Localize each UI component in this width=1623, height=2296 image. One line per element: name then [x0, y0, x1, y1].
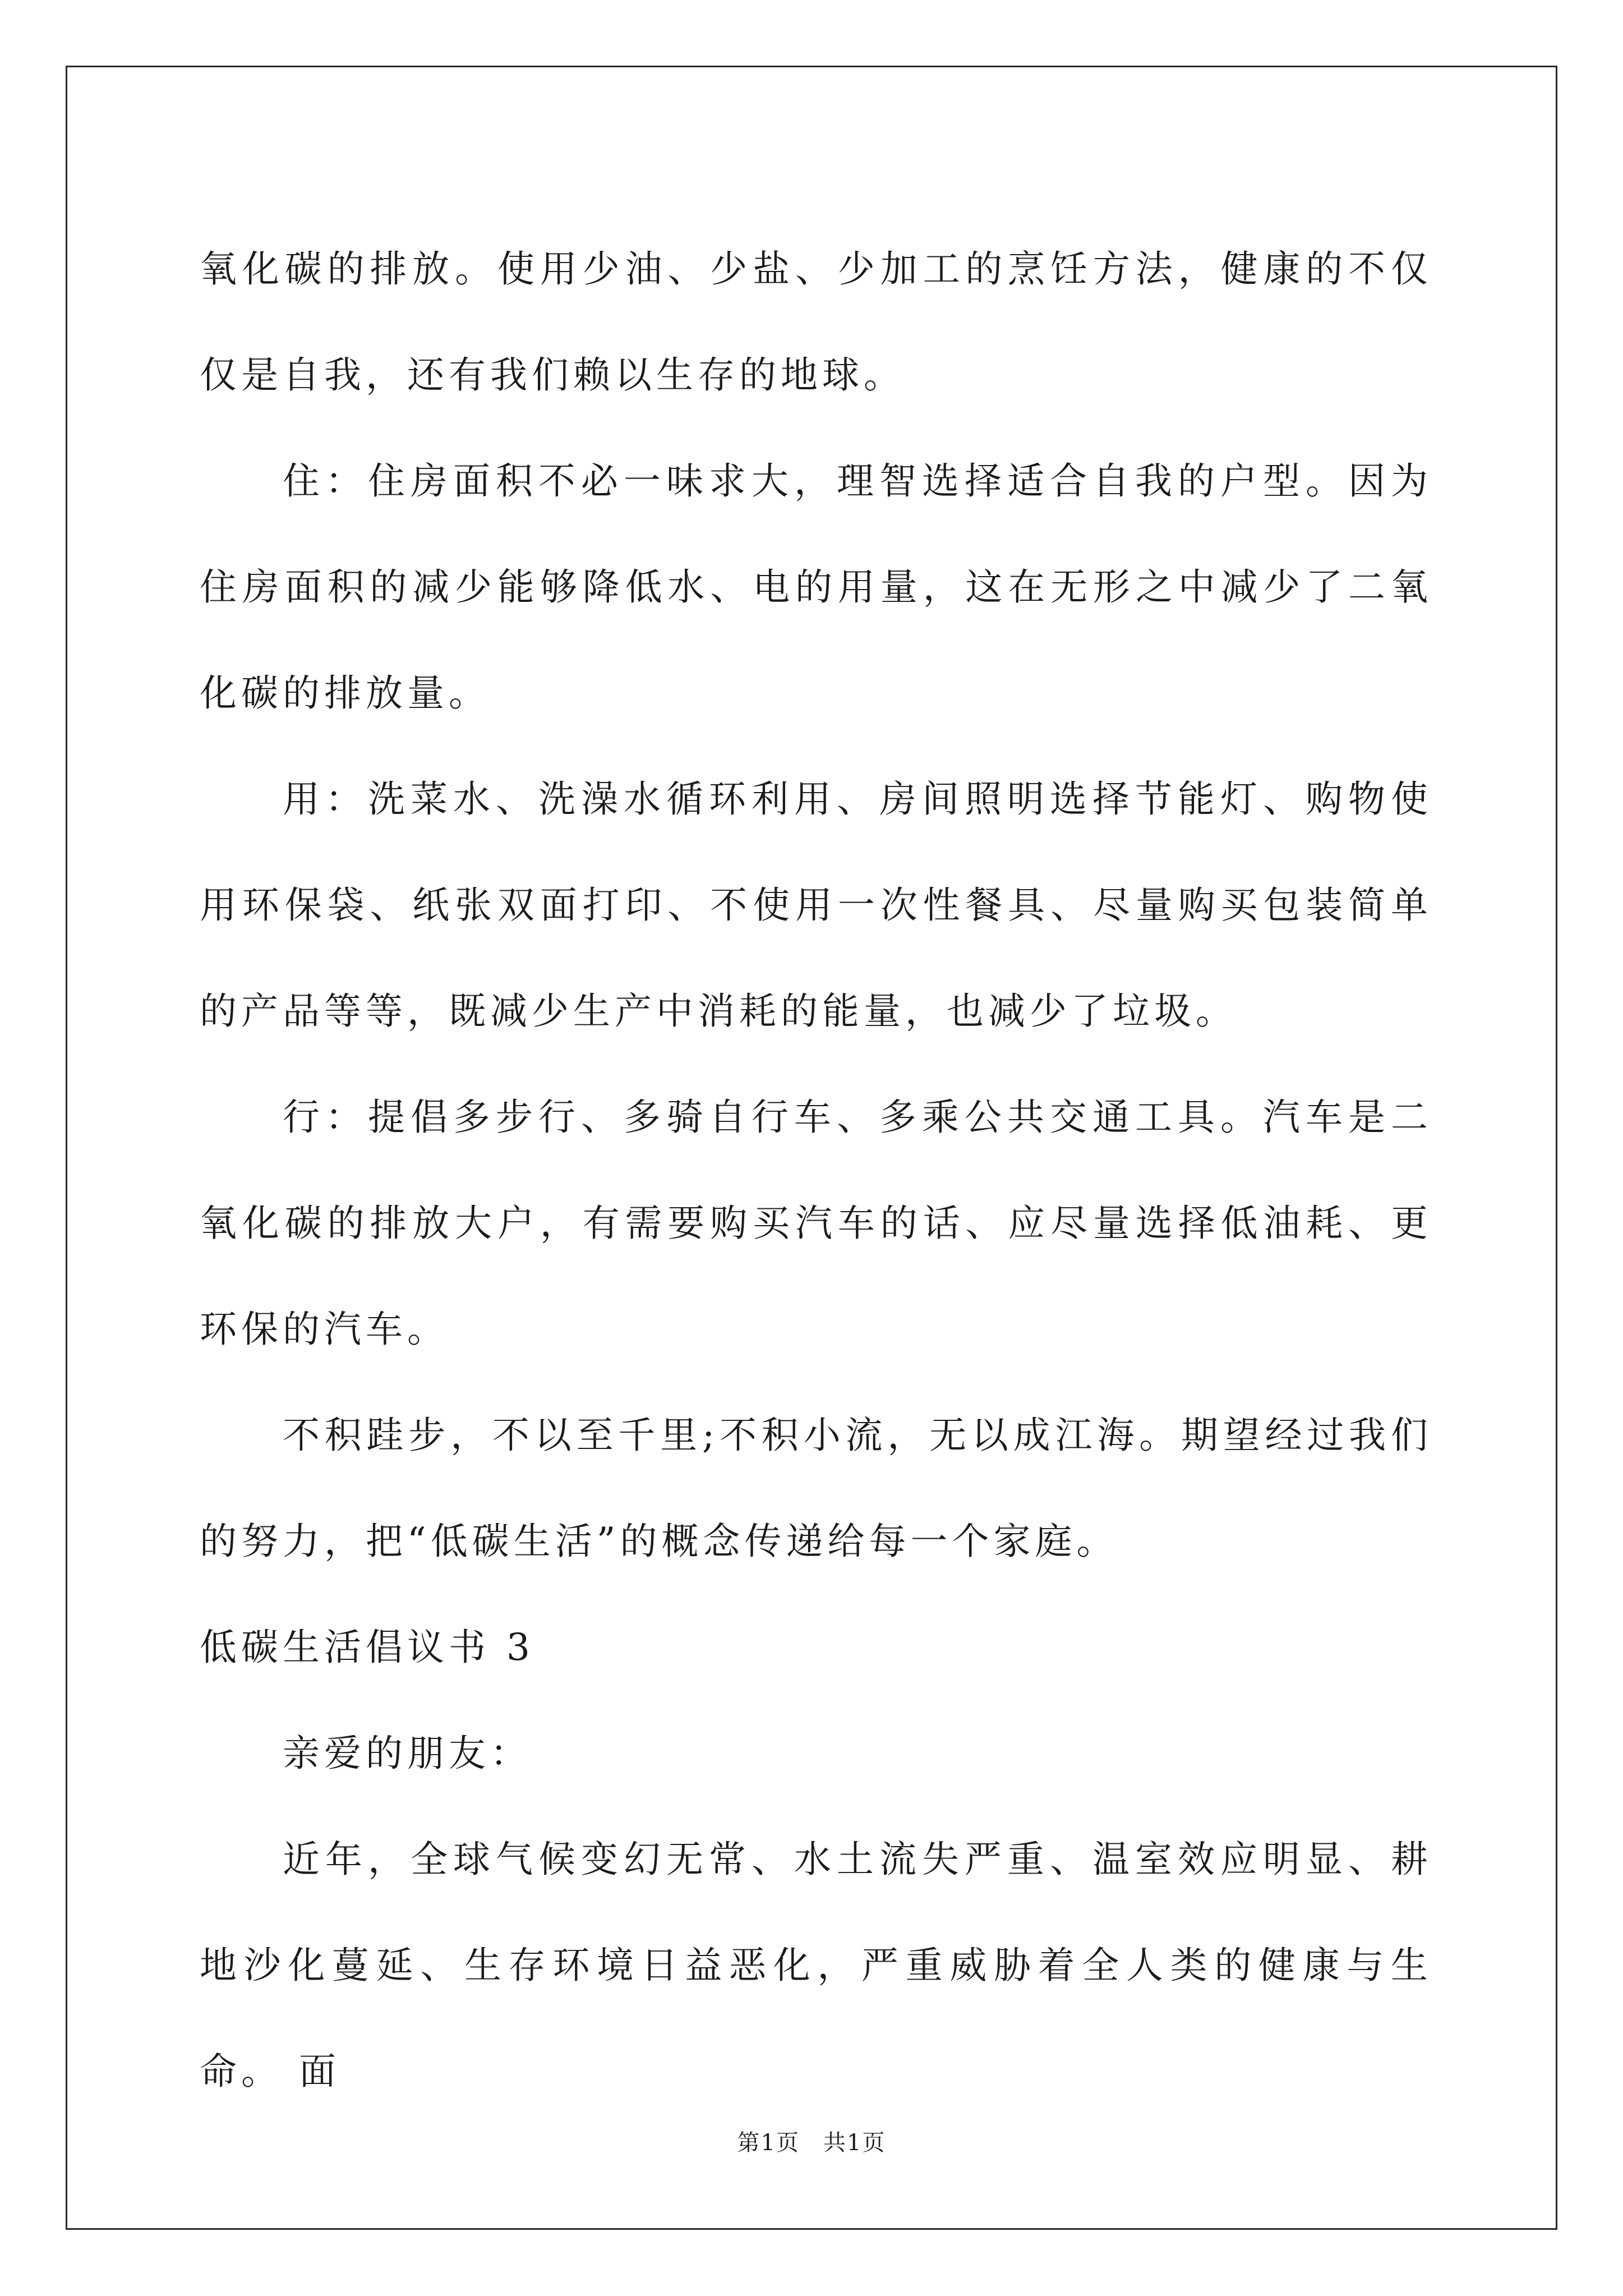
paragraph-food-ending: 氧化碳的排放。使用少油、少盐、少加工的烹饪方法，健康的不仅仅是自我，还有我们赖以生存的地球。 [200, 247, 1432, 397]
page-number-footer: 第1页 共1页 [737, 2130, 886, 2156]
paragraph-conclusion: 不积跬步，不以至千里;不积小流，无以成江海。期望经过我们的努力，把“低碳生活”的概念传递给每一个家庭。 [200, 1414, 1432, 1563]
paragraph-transport: 行：提倡多步行、多骑自行车、多乘公共交通工具。汽车是二氧化碳的排放大户，有需要购买汽车的话、应尽量选择低油耗、更环保的汽车。 [200, 1096, 1432, 1351]
paragraph-intro: 近年，全球气候变幻无常、水土流失严重、温室效应明显、耕地沙化蔓延、生存环境日益恶化，严重威胁着全人类的健康与生命。 面 [200, 1838, 1432, 2093]
document-body [200, 216, 1432, 2124]
section-title: 低碳生活倡议书 3 [200, 1626, 534, 1669]
paragraph-housing: 住：住房面积不必一味求大，理智选择适合自我的户型。因为住房面积的减少能够降低水、电的用量，这在无形之中减少了二氧化碳的排放量。 [200, 459, 1432, 715]
paragraph-usage: 用：洗菜水、洗澡水循环利用、房间照明选择节能灯、购物使用环保袋、纸张双面打印、不使用一次性餐具、尽量购买包装简单的产品等等，既减少生产中消耗的能量，也减少了垃圾。 [200, 777, 1432, 1033]
greeting: 亲爱的朋友： [283, 1732, 532, 1775]
